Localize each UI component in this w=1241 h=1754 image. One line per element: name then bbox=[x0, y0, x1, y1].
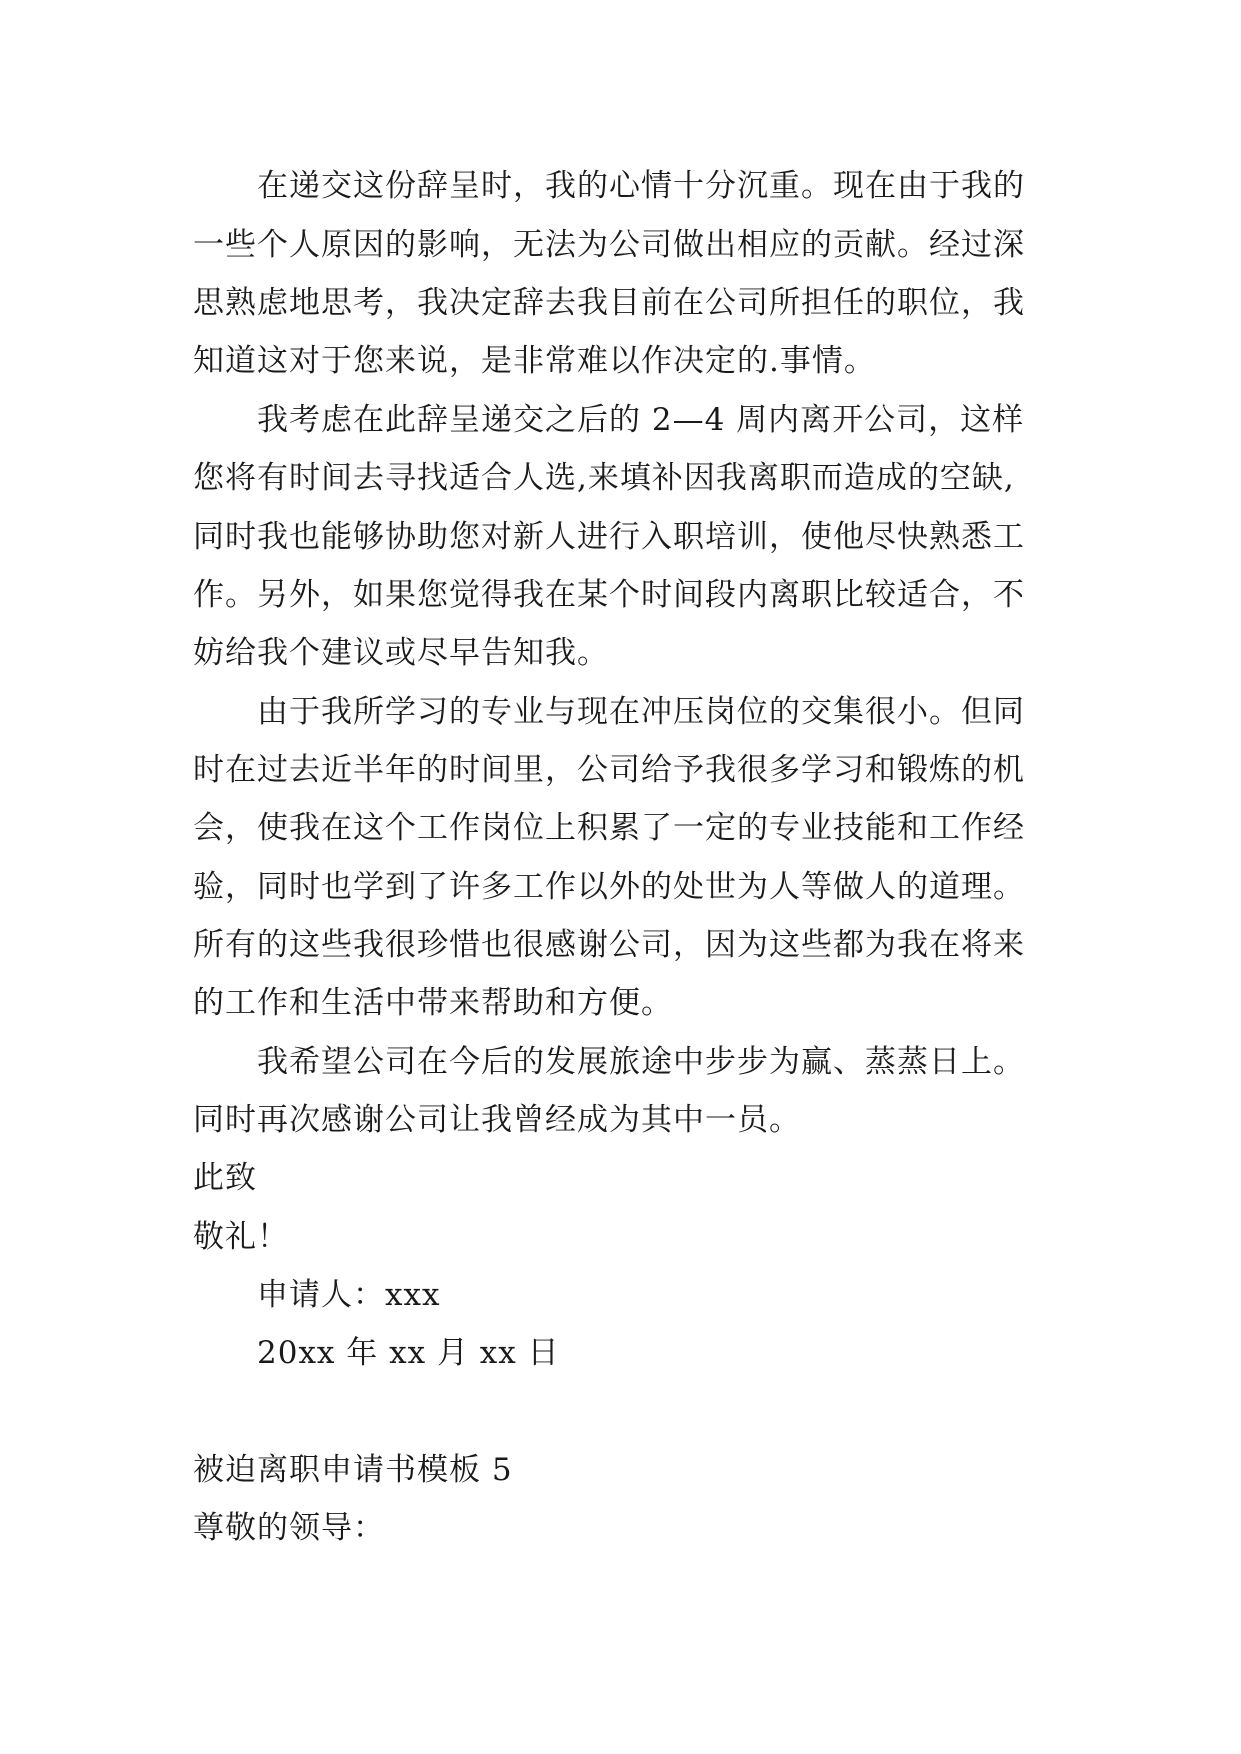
closing-jingli: 敬礼！ bbox=[193, 1219, 289, 1255]
paragraph-1-line-4: 知道这对于您来说，是非常难以作决定的.事情。 bbox=[193, 343, 876, 379]
paragraph-1-line-1: 在递交这份辞呈时，我的心情十分沉重。现在由于我的 bbox=[257, 168, 1025, 204]
paragraph-3-line-5: 所有的这些我很珍惜也很感谢公司，因为这些都为我在将来 bbox=[193, 927, 1025, 963]
paragraph-2-line-5: 妨给我个建议或尽早告知我。 bbox=[193, 635, 609, 671]
paragraph-2-line-4: 作。另外，如果您觉得我在某个时间段内离职比较适合，不 bbox=[193, 577, 1025, 613]
paragraph-2-line-1: 我考虑在此辞呈递交之后的 2—4 周内离开公司，这样 bbox=[257, 402, 1025, 438]
applicant-signature: 申请人：xxx bbox=[257, 1277, 441, 1313]
paragraph-3-line-6: 的工作和生活中带来帮助和方便。 bbox=[193, 985, 673, 1021]
paragraph-3-line-3: 会，使我在这个工作岗位上积累了一定的专业技能和工作经 bbox=[193, 810, 1025, 846]
paragraph-3-line-1: 由于我所学习的专业与现在冲压岗位的交集很小。但同 bbox=[257, 694, 1025, 730]
paragraph-1-line-3: 思熟虑地思考，我决定辞去我目前在公司所担任的职位，我 bbox=[193, 285, 1025, 321]
paragraph-2-line-2: 您将有时间去寻找适合人选,来填补因我离职而造成的空缺, bbox=[193, 460, 1015, 496]
next-section-title: 被迫离职申请书模板 5 bbox=[193, 1452, 513, 1488]
paragraph-4-line-2: 同时再次感谢公司让我曾经成为其中一员。 bbox=[193, 1102, 801, 1138]
next-salutation: 尊敬的领导： bbox=[193, 1510, 385, 1546]
signature-date: 20xx 年 xx 月 xx 日 bbox=[257, 1335, 560, 1371]
paragraph-1-line-2: 一些个人原因的影响，无法为公司做出相应的贡献。经过深 bbox=[193, 227, 1025, 263]
paragraph-4-line-1: 我希望公司在今后的发展旅途中步步为赢、蒸蒸日上。 bbox=[257, 1044, 1025, 1080]
closing-cizhi: 此致 bbox=[193, 1160, 257, 1196]
paragraph-3-line-2: 时在过去近半年的时间里，公司给予我很多学习和锻炼的机 bbox=[193, 752, 1025, 788]
paragraph-2-line-3: 同时我也能够协助您对新人进行入职培训，使他尽快熟悉工 bbox=[193, 519, 1025, 555]
paragraph-3-line-4: 验，同时也学到了许多工作以外的处世为人等做人的道理。 bbox=[193, 869, 1025, 905]
